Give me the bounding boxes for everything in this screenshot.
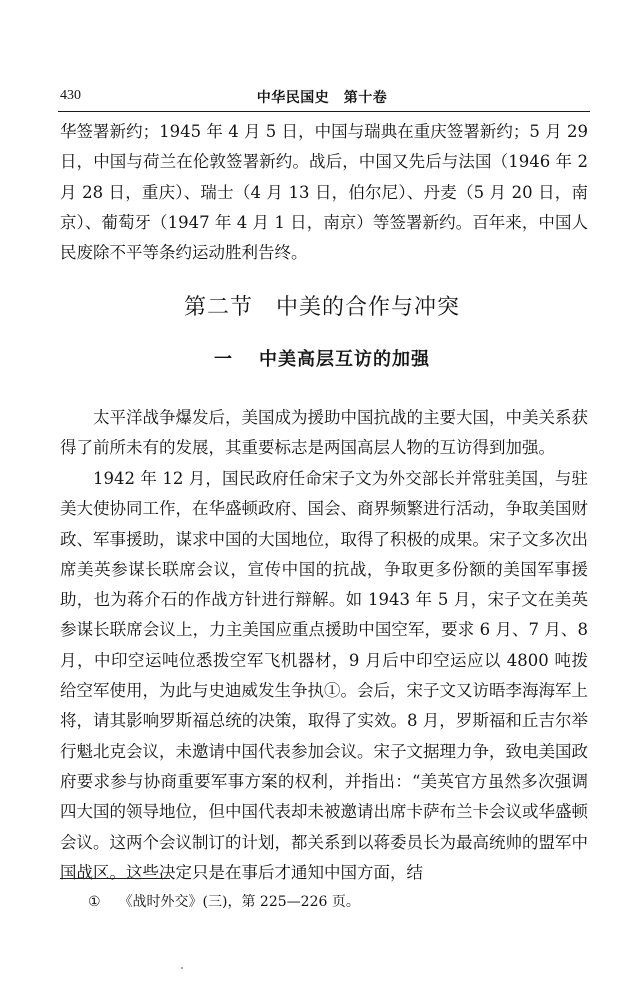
running-header-title: 中华民国史 第十卷 [256,90,388,106]
scan-speck [181,967,183,969]
paragraph-continuation: 华签署新约；1945 年 4 月 5 日，中国与瑞典在重庆签署新约；5 月 29 日，中国与荷兰在伦敦签署新约。战后，中国又先后与法国（1946 年 2 月 28 日，重庆）、瑞士（4 月 13 日，伯尔尼）、丹麦（5 月 20 日，南京）、葡萄牙（1947 年 4 月 1 日，南京）等签署新约。百年来，中国人民废除不平等条约运动胜利告终。 [60,122,588,263]
header-rule [58,111,590,112]
footnote-reference-mark[interactable]: ① [324,681,341,701]
footnote-text: 《战时外交》(三)，第 225—226 页。 [118,894,360,910]
footnote [88,891,360,911]
subsection-number: 一 [214,349,233,370]
subsection-title: 中美高层互访的加强 [259,349,430,370]
paragraph-body [60,464,588,888]
subsection-heading [0,345,644,371]
footnote-mark: ① [88,894,101,910]
paragraph-intro: 太平洋战争爆发后，美国成为援助中国抗战的主要大国，中美关系获得了前所未有的发展，其重要标志是两国高层人物的互访得到加强。 [60,408,588,458]
section-title: 第二节 中美的合作与冲突 [183,295,460,320]
paragraph-body-text-1: 1942 年 12 月，国民政府任命宋子文为外交部长并常驻美国，与驻美大使协同工作，在华盛顿政府、国会、商界频繁进行活动，争取美国财政、军事援助，谋求中国的大国地位，取得了积极的成果。宋子文多次出席美英参谋长联席会议，宣传中国的抗战，争取更多份额的美国军事援助，也为蒋介石的作战方针进行辩解。如 1943 年 5 月，宋子文在美英参谋长联席会议上，力主美国应重点援助中国空军，要求 6 月、7 月、8 月，中印空运吨位悉拨空军飞机器材，9 月后中印空运应以 4800 吨拨给空军使用，为此与史迪威发生争执 [60,469,588,701]
footnote-rule [60,878,170,879]
page-number: 430 [60,88,81,103]
paragraph-body-text-2: 。会后，宋子文又访晤李海海军上将，请其影响罗斯福总统的决策，取得了实效。8 月，罗斯福和丘吉尔举行魁北克会议，未邀请中国代表参加会议。宋子文据理力争，致电美国政府要求参与协商重要军事方案的权利，并指出：“美英官方虽然多次强调四大国的领导地位，但中国代表却未被邀请出席卡萨布兰卡会议或华盛顿会议。这两个会议制订的计划，都关系到以蒋委员长为最高统帅的盟军中国战区。这些决定只是在事后才通知中国方面，结 [60,681,588,882]
